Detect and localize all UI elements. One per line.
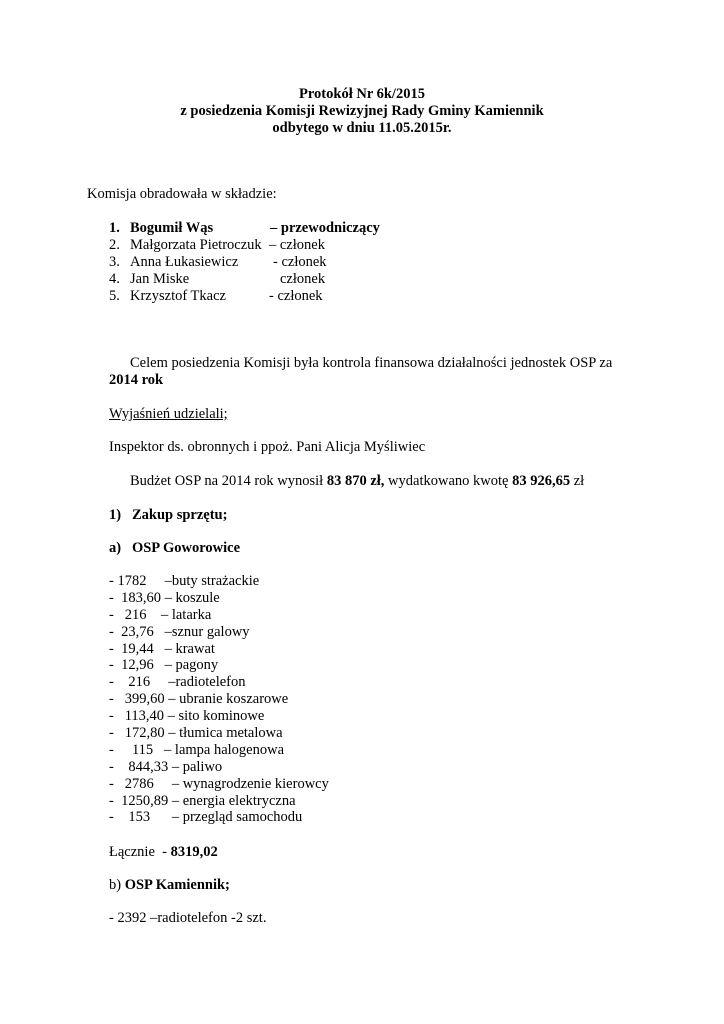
member-number: 2.	[109, 237, 120, 253]
expense-item: - 1782 –buty strażackie	[109, 573, 260, 589]
subsection-title: OSP Kamiennik;	[124, 877, 230, 893]
budget-currency: zł	[570, 473, 585, 489]
budget-text: wydatkowano kwotę	[384, 473, 513, 489]
member-row	[109, 271, 509, 288]
protocol-date: odbytego w dniu 11.05.2015r.	[272, 120, 452, 136]
expense-item: - 153 – przegląd samochodu	[109, 809, 303, 826]
purpose-text: Celem posiedzenia Komisji była kontrola finansowa działalności jednostek OSP za	[130, 355, 613, 371]
expense-item: - 113,40 – sito kominowe	[109, 708, 265, 725]
member-name: Małgorzata Pietroczuk	[130, 237, 262, 253]
explanations-heading: Wyjaśnień udzielali;	[109, 406, 228, 422]
member-name: Jan Miske	[130, 271, 190, 287]
expense-item: - 172,80 – tłumica metalowa	[109, 725, 283, 742]
expense-item: - 399,60 – ubranie koszarowe	[109, 691, 289, 708]
expense-item: - 12,96 – pagony	[109, 657, 219, 674]
subsection-heading	[109, 877, 230, 894]
composition-intro: Komisja obradowała w składzie:	[87, 186, 277, 202]
total-label: Łącznie -	[109, 844, 171, 860]
member-name: Bogumił Wąs	[130, 220, 214, 236]
expense-item: - 216 –radiotelefon	[109, 674, 246, 691]
explanations-person: Inspektor ds. obronnych i ppoż. Pani Alicja Myśliwiec	[109, 439, 426, 455]
member-role: - członek	[269, 288, 323, 304]
budget-line	[130, 473, 584, 490]
protocol-subtitle: z posiedzenia Komisji Rewizyjnej Rady Gminy Kamiennik	[180, 103, 544, 119]
member-role: – przewodniczący	[270, 220, 380, 236]
member-row	[109, 254, 509, 271]
member-row	[109, 220, 509, 237]
purpose-year: 2014 rok	[109, 372, 164, 388]
member-row	[109, 288, 509, 305]
subsection-heading: a) OSP Goworowice	[109, 540, 241, 556]
member-number: 1.	[109, 220, 120, 236]
expense-item: - 1250,89 – energia elektryczna	[109, 792, 296, 809]
total-value: 8319,02	[170, 844, 218, 860]
member-number: 4.	[109, 271, 120, 287]
budget-amount: 83 870 zł,	[326, 473, 385, 489]
member-name: Anna Łukasiewicz	[130, 254, 239, 270]
member-number: 3.	[109, 254, 120, 270]
member-row	[109, 237, 509, 254]
expense-item: - 2786 – wynagrodzenie kierowcy	[109, 775, 329, 792]
member-number: 5.	[109, 288, 120, 304]
total-line	[109, 844, 218, 861]
subsection-prefix: b)	[109, 877, 125, 893]
member-role: - członek	[273, 254, 327, 270]
expense-item: - 115 – lampa halogenowa	[109, 741, 285, 758]
member-role: członek	[280, 271, 326, 287]
expense-item: - 216 – latarka	[109, 606, 212, 623]
expense-item: - 19,44 – krawat	[109, 640, 215, 657]
expense-item: - 844,33 – paliwo	[109, 758, 223, 775]
expense-item: - 2392 –radiotelefon -2 szt.	[109, 910, 267, 926]
expense-list	[109, 910, 509, 927]
member-name: Krzysztof Tkacz	[130, 288, 226, 304]
expense-item: - 183,60 – koszule	[109, 589, 220, 606]
budget-text: Budżet OSP na 2014 rok wynosił	[130, 473, 327, 489]
spent-amount: 83 926,65	[512, 473, 571, 489]
expense-item: - 23,76 –sznur galowy	[109, 623, 250, 640]
section-heading: 1) Zakup sprzętu;	[109, 507, 228, 523]
expense-list	[109, 573, 509, 826]
member-role: – członek	[269, 237, 325, 253]
protocol-title: Protokół Nr 6k/2015	[299, 86, 425, 102]
